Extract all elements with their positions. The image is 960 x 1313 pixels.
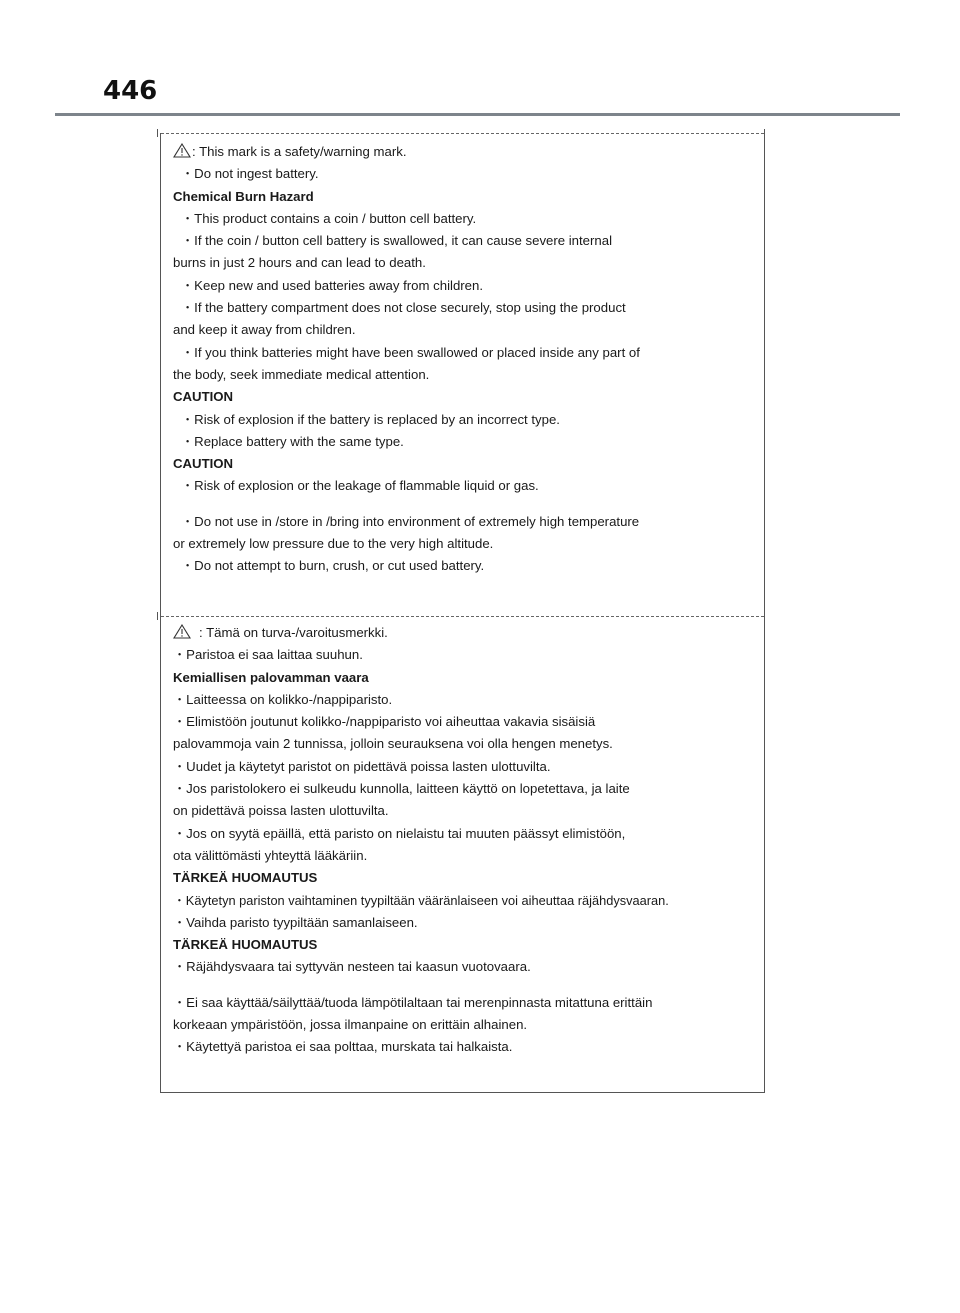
header-divider xyxy=(55,113,900,116)
warning-item: ・Ei saa käyttää/säilyttää/tuoda lämpötilaltaan tai merenpinnasta mitattuna erittäin xyxy=(173,994,653,1010)
warning-item: ・Do not attempt to burn, crush, or cut used battery. xyxy=(181,558,485,574)
warning-item: ・This product contains a coin / button cell battery. xyxy=(181,210,477,226)
warning-item-continued: on pidettävä poissa lasten ulottuvilta. xyxy=(173,803,389,819)
warning-item: ・If the battery compartment does not close securely, stop using the product xyxy=(181,300,626,316)
corner-tick xyxy=(157,612,158,620)
warning-mark-line xyxy=(173,141,758,163)
warning-item: ・Replace battery with the same type. xyxy=(181,433,404,449)
page-number: 446 xyxy=(103,76,158,106)
warning-triangle-icon xyxy=(173,624,191,639)
warning-item-continued: the body, seek immediate medical attention. xyxy=(173,366,430,382)
section-heading: TÄRKEÄ HUOMAUTUS xyxy=(173,937,318,953)
english-warning-section xyxy=(173,141,758,578)
warning-item: ・Do not ingest battery. xyxy=(181,166,319,182)
warning-item: ・Elimistöön joutunut kolikko-/nappiparisto voi aiheuttaa vakavia sisäisiä xyxy=(173,714,596,730)
warning-item: ・Jos paristolokero ei sulkeudu kunnolla, laitteen käyttö on lopetettava, ja laite xyxy=(173,781,630,797)
warning-item: ・Räjähdysvaara tai syttyvän nesteen tai kaasun vuotovaara. xyxy=(173,959,531,975)
finnish-warning-section xyxy=(173,622,758,1059)
warning-item-continued: korkeaan ympäristöön, jossa ilmanpaine on erittäin alhainen. xyxy=(173,1017,528,1033)
corner-tick xyxy=(157,129,158,137)
warning-item-continued: ota välittömästi yhteyttä lääkäriin. xyxy=(173,847,368,863)
section-heading: CAUTION xyxy=(173,456,234,472)
warning-item: ・Risk of explosion or the leakage of flammable liquid or gas. xyxy=(181,478,539,494)
warning-item: ・If you think batteries might have been swallowed or placed inside any part of xyxy=(181,344,640,360)
warning-item-continued: palovammoja vain 2 tunnissa, jolloin seurauksena voi olla hengen menetys. xyxy=(173,736,613,752)
warning-item: ・Laitteessa on kolikko-/nappiparisto. xyxy=(173,691,393,707)
warning-item: ・Paristoa ei saa laittaa suuhun. xyxy=(173,647,363,663)
warning-mark-line xyxy=(173,622,758,644)
warning-item: ・Jos on syytä epäillä, että paristo on nielaistu tai muuten päässyt elimistöön, xyxy=(173,825,626,841)
warning-item: ・Keep new and used batteries away from children. xyxy=(181,277,484,293)
warning-triangle-icon xyxy=(173,143,191,158)
warning-item: ・Do not use in /store in /bring into environment of extremely high temperature xyxy=(181,513,640,529)
section-heading: Chemical Burn Hazard xyxy=(173,188,314,204)
warning-item: ・Risk of explosion if the battery is replaced by an incorrect type. xyxy=(181,411,560,427)
warning-item: ・Käytetyn pariston vaihtaminen tyypiltään vääränlaiseen voi aiheuttaa räjähdysvaaran. xyxy=(173,892,669,908)
corner-tick xyxy=(764,129,765,137)
section-heading: Kemiallisen palovamman vaara xyxy=(173,669,369,685)
warning-item: ・Vaihda paristo tyypiltään samanlaiseen. xyxy=(173,914,418,930)
warning-item-continued: and keep it away from children. xyxy=(173,322,356,338)
battery-warning-notice xyxy=(160,133,765,1093)
warning-item: ・If the coin / button cell battery is swallowed, it can cause severe internal xyxy=(181,233,613,249)
warning-item-continued: burns in just 2 hours and can lead to death. xyxy=(173,255,426,271)
warning-mark-text: : This mark is a safety/warning mark. xyxy=(192,144,407,159)
warning-item: ・Käytettyä paristoa ei saa polttaa, murskata tai halkaista. xyxy=(173,1039,513,1055)
top-dashed-border xyxy=(161,133,764,134)
section-heading: TÄRKEÄ HUOMAUTUS xyxy=(173,870,318,886)
section-divider xyxy=(161,616,764,617)
warning-mark-text: : Tämä on turva-/varoitusmerkki. xyxy=(199,625,388,640)
warning-item-continued: or extremely low pressure due to the very high altitude. xyxy=(173,536,494,552)
warning-item: ・Uudet ja käytetyt paristot on pidettävä poissa lasten ulottuvilta. xyxy=(173,758,551,774)
section-heading: CAUTION xyxy=(173,389,234,405)
bottom-border xyxy=(161,1092,764,1093)
